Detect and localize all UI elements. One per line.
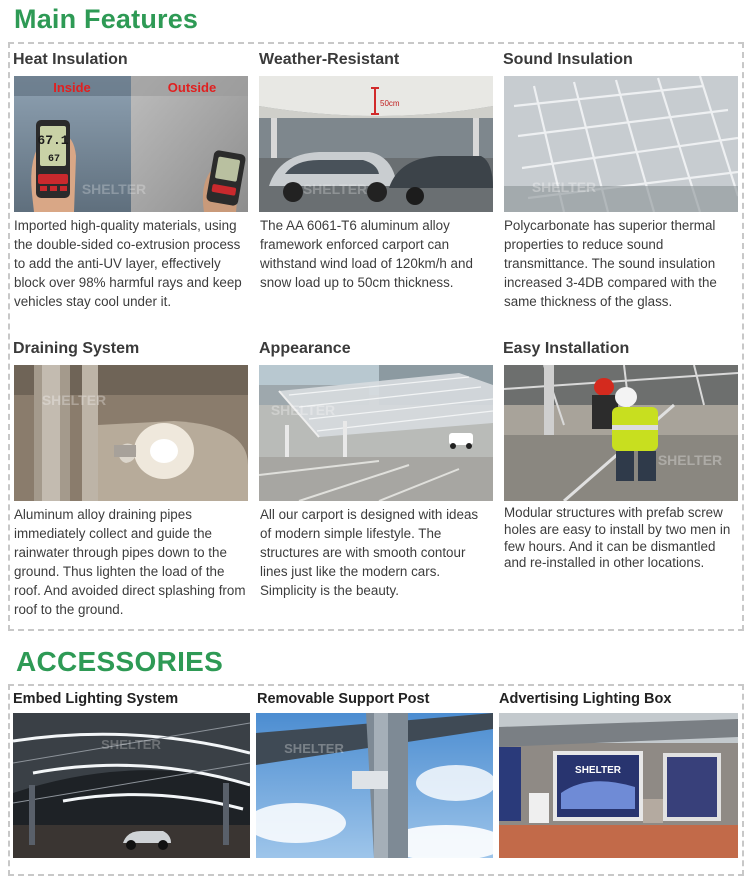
accessories-heading: ACCESSORIES xyxy=(16,646,224,677)
main-features-heading: Main Features xyxy=(14,4,199,34)
feature-title-appearance: Appearance xyxy=(259,340,351,357)
weather-resistant-photo xyxy=(259,76,493,212)
embed-lighting-photo xyxy=(13,713,250,858)
feature-text-sound-insulation: Polycarbonate has superior thermal properties to reduce sound transmittance. The sound insulation increased 3-4DB compared with the same thickness of the glass. xyxy=(504,218,717,309)
feature-title-weather-resistant: Weather-Resistant xyxy=(259,51,400,68)
watermark: SHELTER xyxy=(101,737,161,752)
support-post-photo xyxy=(256,713,493,858)
snow-callout: 50cm xyxy=(380,99,400,108)
watermark: SHELTER xyxy=(270,402,336,418)
advertising-box-photo xyxy=(499,713,738,858)
feature-text-draining-system: Aluminum alloy draining pipes immediately collect and guide the rainwater through pipes down to the ground. Thus lighten the load of the roof. And avoided direct splashing from roof to the ground. xyxy=(14,507,246,617)
ad-box-label: SHELTER xyxy=(575,765,621,776)
inside-label: Inside xyxy=(53,80,91,95)
feature-title-heat-insulation: Heat Insulation xyxy=(13,51,128,68)
feature-title-sound-insulation: Sound Insulation xyxy=(503,51,633,68)
heat-insulation-photo xyxy=(14,76,248,212)
inside-reading-bottom: 67 xyxy=(47,154,61,165)
easy-installation-photo xyxy=(504,365,738,501)
watermark: SHELTER xyxy=(81,181,147,197)
sound-insulation-photo xyxy=(504,76,738,212)
accessory-title-advertising-box: Advertising Lighting Box xyxy=(499,691,672,707)
watermark: SHELTER xyxy=(41,392,107,408)
outside-label: Outside xyxy=(167,80,217,95)
accessory-title-support-post: Removable Support Post xyxy=(257,691,430,707)
watermark: SHELTER xyxy=(657,452,723,468)
feature-text-heat-insulation: Imported high-quality materials, using the double-sided co-extrusion process to add the anti-UV layer, effectively block over 98% harmful rays and keep vehicles stay cool under it. xyxy=(14,218,242,309)
appearance-photo xyxy=(259,365,493,501)
feature-title-draining-system: Draining System xyxy=(13,340,140,357)
inside-reading-top: 67.1 xyxy=(37,133,69,148)
feature-text-appearance: All our carport is designed with ideas of modern simple lifestyle. The structures are with smooth contour lines just like the modern cars. Simplicity is the beauty. xyxy=(260,507,479,598)
feature-title-easy-installation: Easy Installation xyxy=(503,340,630,357)
draining-system-photo xyxy=(14,365,248,501)
watermark: SHELTER xyxy=(302,181,368,197)
watermark: SHELTER xyxy=(284,741,344,756)
accessory-title-embed-lighting: Embed Lighting System xyxy=(13,691,179,707)
feature-text-easy-installation: Modular structures with prefab screw holes are easy to install by two men in few hours. And it can be dismantled and re-installed in other locations. xyxy=(504,505,731,571)
feature-text-weather-resistant: The AA 6061-T6 aluminum alloy framework enforced carport can withstand wind load of 120km/h and snow load up to 50cm thickness. xyxy=(260,218,473,290)
watermark: SHELTER xyxy=(531,179,597,195)
